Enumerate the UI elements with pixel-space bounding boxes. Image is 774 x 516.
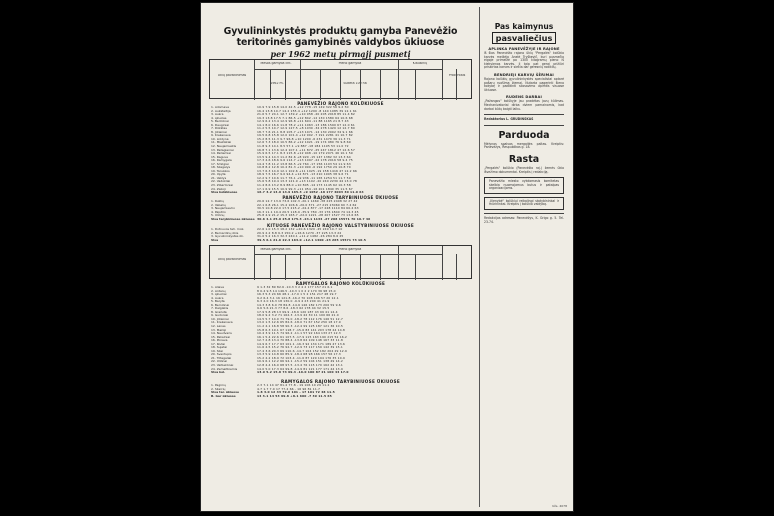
row-farm-name: 4. Ąžuolas: [211, 116, 227, 120]
sidebar-editor: Redaktorius L. GRUDINSKAS: [484, 117, 534, 122]
row-farm-name: 8. Gražutė: [211, 310, 227, 314]
row-values: 16.8 7.1 13.6 12.4 107.1 +11 872 -25 247 1812 47 12.6 57: [257, 148, 355, 152]
sidebar-paragraph-c: „Pažangos" kolūkyje jau pradėtas javų kūlimas. Mechanizatoriai dirba dviem pamainomis, kad darbai būtų baigti laiku.: [484, 99, 564, 111]
row-values: 19.5 6.8 15.8 12.0 101.4 +12 902 -7 191 2281 41 10.7 82: [257, 134, 353, 138]
row-farm-name: 6. Berniūnai: [211, 303, 230, 307]
sidebar-paragraph-d: Mėlynos spalvos mergaitės paltas. Kreiptis: Panevėžys, Respublikos g. 18.: [484, 141, 564, 150]
row-values: 16.7 3.2 14.9 14.9 165.3 +9 1052 -18 177 4003 30 11.0 64: [257, 191, 364, 195]
table-block-4: [211, 286, 470, 375]
row-values: 15.9 6.5 17.1 8.3 115.8 +12 948 -10 179 2071 46 10.1 59: [257, 152, 353, 156]
row-values: 15.6 5.8 19.4 13.3 121.9 +13 1102 -20 240 2230 44 13.0 78: [257, 180, 357, 184]
masthead-box: pasvaliečius: [492, 32, 557, 44]
row-farm-name: 24. Žemaitkiemis: [211, 367, 238, 371]
row-farm-name: 4. Paįstrio: [211, 210, 226, 214]
row-values: 9 1.3 32 89 82.6 -10.3 3 2 4 2 177 157 21 6.1: [257, 286, 333, 289]
row-values: 25.8 4.9 21.2 15.3 165.7 -22.0 1221 -28 207 1527 73 13.6 65: [257, 214, 359, 218]
section-ramygalos-kolukiai: RAMYGALOS RAJONO KOLŪKIUOSE: [295, 281, 386, 286]
row-farm-name: 14. Naudvaris: [211, 332, 232, 336]
row-farm-name: 2. Antanų: [211, 289, 226, 293]
row-values: 2.3 7.1 14 47 81.4 77.8 - 19 106 10 29 11.4: [257, 384, 330, 387]
row-farm-name: 5. Berčiūnai: [211, 120, 229, 124]
row-farm-name: 18. Šilagalys: [211, 166, 231, 170]
sidebar-paragraph-g: „Vienybė" kolūkiui reikalingi statybininkai ir mūrininkai. Kreiptis į kolūkio valdybą.: [489, 198, 559, 207]
row-values: 39.5 6.1 21.6 22.4 163.0 +12.1 1400 -23 265 15571 73 10.5: [257, 238, 367, 242]
row-values: 9.2 6.4 3.1 16 121.8 -16.2 70 108 106 57 20 12.1: [257, 296, 339, 300]
table-header-top: [209, 59, 472, 99]
header-mesos-2: Mėsos gamyba cnt.: [260, 248, 292, 251]
row-values: 20.9 2.2 8.8 9.3 150.2 +16.6 1270 -37 225 13.3 22: [257, 231, 342, 235]
row-farm-name: 11. Krekenava: [211, 321, 233, 325]
sidebar-section-a: APLINKA PANEVĖŽYJE IR RAJONE: [488, 47, 560, 51]
row-farm-name: 12. Lėnas: [211, 325, 226, 329]
row-values: 19.3 13.8 17.5 7.1 86.5 +12 842 -12 130 1580 64 10.6 68: [257, 116, 353, 120]
row-farm-name: 15. Pakalniai: [211, 335, 231, 339]
row-farm-name: Visa tarybiniuose ūkiuose: [211, 217, 255, 221]
row-farm-name: 10. Liūdynė: [211, 137, 229, 141]
row-values: 13.0 1.5 12.6 65 82.6 -18.0 71 67 152 250 18 17.9: [257, 321, 341, 325]
row-farm-name: 17. Smilgiai: [211, 162, 229, 166]
row-values: 12.9 6.2 13.4 12.9 96.8 +11 694 -11 88 1165 21 8.7 43: [257, 120, 349, 124]
row-farm-name: 9. Gudoniai: [211, 314, 229, 318]
row-farm-name: Visa kol.: [211, 371, 226, 375]
row-farm-name: 1. Adomava: [211, 106, 229, 109]
masthead-top: Pas kaimynus: [494, 22, 554, 31]
header-100ha: Sudėta 100 ha: [343, 82, 367, 85]
header-1962: 1962 m.: [270, 82, 284, 85]
row-values: 17.1 6.9 15.5 10.9 99.3 +11 954 -16 201 1840 35 11.5 67: [257, 187, 353, 191]
row-values: 11.4 8.6 13.2 8.9 88.0 +10 805 -14 173 1145 62 10.3 58: [257, 184, 351, 188]
row-values: 12.6 7.3 18.0 10.5 86.2 +12 1021 -19 174 980 76 9.8 69: [257, 141, 351, 145]
row-farm-name: 17. Rodai: [211, 342, 226, 346]
row-farm-name: 21. Tiltagaliai: [211, 356, 232, 360]
header-pieno: Pieno gamyba: [338, 62, 362, 65]
row-farm-name: 2. Vabalių: [211, 203, 226, 207]
row-values: 13.7 6.3 14.9 12.1 102.6 +11 1025 -19 158 1416 47 12.2 66: [257, 169, 357, 173]
headline: [209, 27, 472, 48]
row-farm-name: 24. Žalioji: [211, 187, 226, 191]
table-header-bottom: [209, 245, 472, 279]
table-total-row: [211, 218, 470, 222]
header-ukis-2: Ūkių pavadinimas: [217, 258, 247, 261]
header-mesos: Mėsos gamyba cnt.: [260, 62, 292, 65]
row-values: 10.9 7.9 15.8 14.0 42.5 +12 778 -15 149 322 56 9.2 50: [257, 106, 349, 109]
row-values: 18.9 7.5 16.7 9.0 94.4 +12 871 -13 210 1905 38 9.6 71: [257, 173, 349, 177]
row-values: 12.7 2.8 13.4 70 88.4 -13.8 64 109 148 167 33 11.8: [257, 339, 343, 343]
row-farm-name: 19. Taruškos: [211, 169, 230, 173]
row-farm-name: Visa: [211, 238, 219, 242]
table-block-3: [211, 228, 470, 242]
row-values: 15.2 8.5 11.3 9.7 96.8 +10 1200 -6 231 1470 36 11.3 71: [257, 137, 351, 141]
row-values: 14.4 7.8 11.2 13.8 66.5 +9 764 -17 156 1103 54 11.9 63: [257, 162, 351, 166]
section-panevezio-kolukiai: PANEVĖŽIO RAJONO KOLŪKIUOSE: [297, 101, 384, 106]
row-values: 1.8 3.0 12 43 79.6 101 - 17 101 72 48 11.5: [257, 391, 335, 395]
section-panevezio-tarybiniai: PANEVĖŽIO RAJONO TARYBINIUOSE ŪKIUOSE: [282, 195, 399, 200]
row-farm-name: 3. Ąžuoliai: [211, 293, 227, 297]
row-values: 12.8 4.4 16.0 68 97.5 -13.4 76 115 170 162 42 13.1: [257, 364, 343, 368]
row-farm-name: 19. Šilai: [211, 349, 223, 353]
row-values: 11.6 4.5 15.2 76 92.7 -12.9 73 117 159 142 39 15.1: [257, 346, 343, 350]
table-block-2: [211, 200, 470, 221]
row-values: 14.9 6.7 17.7 63 101.1 -16.3 92 134 171 189 47 13.6: [257, 342, 345, 346]
table-block-5: [211, 384, 470, 398]
row-farm-name: 2. Aukštaitija: [211, 109, 231, 113]
section-ramygalos-tarybiniai: RAMYGALOS RAJONO TARYBINIUOSE ŪKIUOSE: [280, 379, 401, 384]
row-farm-name: 13. Mažoji: [211, 328, 227, 332]
row-farm-name: 3. Naujamiesčio: [211, 207, 235, 211]
table-total-row: [211, 371, 470, 375]
row-values: 10.8 8.2 12.8 10.4 81.3 +10 990 -6 192 1750 29 10.8 70: [257, 166, 351, 170]
row-values: 16.3 5.3 24 66 48.1 -17.0 1 5 2 151 217 48 19.7: [257, 293, 337, 297]
row-values: 16.3 11.1 19.4 20.5 118.9 -35.9 780 -33 176 1840 74 14.3 45: [257, 210, 359, 214]
sidebar-notice-1: [484, 177, 564, 194]
row-values: 4.7 1.7 7.0 17 77.4 66 - 16 96 81 11.7: [257, 387, 321, 391]
row-farm-name: 2. Šilaičių: [211, 387, 226, 391]
row-values: 16.1 5.4 22.6 61 107.5 -17.9 115 163 190 215 52 16.2: [257, 335, 347, 339]
sidebar-section-c: RUDENS DARBAI: [506, 95, 542, 100]
sidebar-section-b: BENDRIEJI KARVIŲ ŠĖRIMAI: [494, 72, 554, 77]
sidebar-parduoda: Parduoda: [498, 129, 550, 141]
row-values: 21.6 5.7 24.1 12.7 139.2 +10 958 -20 205 2018 85 11.4 82: [257, 113, 355, 117]
row-values: 13.5 9.4 14.3 11.2 82.6 +8 920 -15 147 1382 32 13.3 64: [257, 155, 351, 159]
row-farm-name: 16. Piniava: [211, 339, 228, 343]
sidebar-masthead: [484, 23, 564, 44]
row-farm-name: 10. Jotainiai: [211, 317, 229, 321]
row-values: 12.2 9.7 10.6 11.7 76.1 +9 936 -11 165 1254 51 11.7 59: [257, 176, 351, 180]
row-values: 11.8 9.3 14.1 8.5 57.1 +9 887 -18 184 1195 53 11.0 72: [257, 145, 349, 149]
row-values: 18.7 7.6 21.1 8.8 105.7 +13 1071 -14 130 2002 34 9.1 66: [257, 130, 353, 134]
subheadline: per 1962 metų pirmąjį pusmetį: [270, 49, 411, 59]
row-farm-name: 1. Pagirnų: [211, 384, 227, 387]
row-farm-name: 23. Žibartoniai: [211, 184, 234, 188]
row-farm-name: 11. Miežiškiai: [211, 141, 232, 145]
headline-line-2: teritorinės gamybinės valdybos ūkiuose: [236, 36, 445, 48]
row-values: 14.3 3.8 6.0 78 84.8 -14.6 146 182 173 200 59 9.6: [257, 303, 341, 307]
row-values: 14.5 5.7 14.0 71 79.0 -18.2 78 112 176 146 51 12.7: [257, 317, 343, 321]
row-farm-name: 12. Naujamiestis: [211, 145, 237, 149]
row-values: 15.8 6.3 19.1 67 118.7 -15.6 83 141 203 178 44 14.8: [257, 328, 345, 332]
row-values: 17.4 3.6 20.3 69 110.6 -14.7 104 152 182 204 29 12.9: [257, 349, 347, 353]
print-order-number: Užs. 4078: [552, 504, 567, 508]
header-procentai: Procentais: [448, 74, 466, 77]
row-values: 9.6 5.6 21.3 77 8.6 -18.3 62 178 44 32 15.5: [257, 307, 330, 311]
row-values: 16.4 13.8 10.7 14.2 155.4 +12 1200 -8 140 1085 39 12.1 61: [257, 109, 357, 113]
sidebar-rasta: Rasta: [508, 153, 540, 165]
row-farm-name: 6. Dauginiai: [211, 123, 230, 127]
row-farm-name: 16. Ramygala: [211, 159, 232, 163]
sidebar-paragraph-a: Iš šios Panevėžio rajono ūkių "Pergalės" kolūkio karvės melžėja Anelė Tryškevič, kuri pusmečio eigoje primelžė po 1300 kilogramų pieno iš kiekvienos karvės. Ji taip pat gerai prižiūri priskirtas karves ir siekia dar geresnių rodiklių.: [484, 51, 564, 70]
row-farm-name: 1. Aliava: [211, 286, 224, 289]
row-values: 15.2 4.2 18.9 72 103.4 -11.6 87 129 194 176 35 10.9: [257, 356, 345, 360]
row-values: 8 0.4 9.5 14 146.5 -10.3 1 0 2 2 170 36 98 15.0: [257, 289, 336, 293]
row-values: 17.3 4.6 18.6 9.6 114.7 +13 1097 -22 178 2016 58 9.4 75: [257, 159, 353, 163]
row-values: 13.9 5.2 15.8 74 99.4 -16.0 100 87 21 100 44 17.0: [257, 371, 349, 375]
row-farm-name: 22. Vadokliai: [211, 180, 231, 184]
row-farm-name: 3. Aušra: [211, 113, 224, 117]
sidebar-paragraph-e: „Pergalės" kolūkio (Panevėžio raj.) žemės ūkio išvežimo dokumentai. Kreiptis į redakciją.: [484, 165, 564, 174]
newspaper-page: [201, 3, 573, 511]
sidebar-column: [479, 7, 568, 507]
row-farm-name: Visa kolūkiuose: [211, 191, 238, 195]
table-total-row: [211, 239, 470, 243]
row-farm-name: 13. Pažagieniai: [211, 148, 234, 152]
sidebar-paragraph-f: Panevėžio miesto vykdomasis komitetas skelbia nuomojamus butus ir patalpas organizacijoms.: [489, 179, 559, 191]
row-values: 30.6 4.1 25.9 25.8 175.3 -24.1 1134 -27 208 15571 70 10.7 46: [257, 217, 371, 221]
row-values: 31.0 5.2 16.3 32.3 240.1 +11.2 1482 -26 284 8.6 45: [257, 235, 344, 239]
row-farm-name: 5. Uliūnų: [211, 214, 225, 218]
table-total-row: [211, 395, 470, 399]
row-values: 14 3.1 14 53 99.8 +8.1 600 -7 39 11.5 65: [257, 394, 332, 398]
row-farm-name: B. Gar ūkiuose: [211, 394, 236, 398]
row-values: 11.2 5.5 10.7 12.9 127.5 +8 1030 -34 278 1420 12 12.7 80: [257, 127, 355, 131]
row-values: 10.9 6.1 12.2 66 94.1 -15.2 59 104 151 138 49 14.2: [257, 360, 343, 364]
row-values: 6.3 2.0 16.3 18 130.0 -9.9 4 23 200 41 21.9: [257, 300, 330, 304]
row-values: 14.1 8.0 16.6 11.8 78.2 +11 1063 -13 186 1590 67 12.0 61: [257, 123, 355, 127]
sidebar-notice-2: [484, 197, 564, 210]
row-farm-name: 20. Upytė: [211, 173, 226, 177]
row-values: 22.1 6.8 26.1 15.4 106.6 -20.0 371 -27 215 23060 60 7.4 62: [257, 203, 357, 207]
row-values: 14.0 5.0 17.3 64 99.8 -14.9 81 121 177 171 44 13.9: [257, 367, 343, 371]
row-farm-name: Visa tar. ūkiuose: [211, 391, 240, 395]
row-values: 17.9 5.8 28 13 99.9 -18.6 120 187 43 99 41 14.4: [257, 310, 338, 314]
row-values: 10.4 3.9 11.5 74 96.2 -11.1 57 92 164 133 27 12.3: [257, 332, 341, 336]
main-article: [209, 7, 472, 507]
sidebar-address: Redakcijos adresas: Panevėžys, K. Grigo g. 5. Tel. 23-74.: [484, 216, 564, 224]
row-farm-name: 4. Aušra: [211, 296, 224, 300]
row-values: 20.6 12.7 13.9 73.6 102.3 -20.1 1469 -38 225 2408 32 27 42: [257, 200, 358, 203]
row-farm-name: 7. Dūkštas: [211, 127, 227, 131]
row-values: 30.5 10.8 22.0 17.5 215.2 -24.4 877 -17 248 1110 84 60.4 63: [257, 207, 359, 211]
row-values: 22.6 1.0 15.3 18.2 132 +20.6 1320 -45 249 10.7 10: [257, 228, 343, 231]
row-farm-name: 23. Vaitiekūnai: [211, 364, 234, 368]
header-ukis: Ūkių pavadinimas: [217, 74, 247, 77]
row-farm-name: 15. Raguva: [211, 155, 229, 159]
header-pieno-2: Pieno gamyba: [338, 248, 362, 251]
headline-line-1: Gyvulininkystės produktų gamyba Panevėžio: [223, 26, 458, 37]
row-farm-name: 1. Ruklių: [211, 200, 224, 203]
header-kiausiniu: Kiaušinių: [412, 62, 428, 65]
row-farm-name: 20. Šventupis: [211, 353, 232, 357]
row-farm-name: 5. Barytė: [211, 300, 225, 304]
row-farm-name: 18. Sujetai: [211, 346, 228, 350]
row-farm-name: 2. Bernardinų ūkis: [211, 231, 239, 235]
section-kitose: KITUOSE PANEVĖŽIO RAJONO VALSTYBINIUOSE ŪKIUOSE: [266, 223, 415, 228]
row-farm-name: 14. Pažiemiai: [211, 152, 231, 156]
row-values: 13.3 5.9 14.8 60 85.9 -18.4 68 98 166 157 56 17.3: [257, 353, 341, 357]
row-farm-name: 3. Gyvulininkystės ūk.: [211, 235, 244, 239]
sidebar-paragraph-b: Rajono kolūkių gyvulininkystės specialistai aptarė pašarų ruošimą žiemai. Nutarta pagerinti šieno kokybę ir padidinti silosavimo apimtis visuose ūkiuose.: [484, 76, 564, 92]
row-values: 11.2 4.1 16.8 58 90.3 -12.4 99 125 187 121 36 10.5: [257, 325, 343, 329]
table-block-1: [211, 106, 470, 195]
row-farm-name: 21. Velžys: [211, 176, 227, 180]
row-farm-name: 9. Krekenava: [211, 134, 231, 138]
row-farm-name: 7. Dalgiškis: [211, 307, 229, 311]
row-farm-name: 1. Dotnuvos teh. mok.: [211, 228, 245, 231]
row-farm-name: 8. Jotainiai: [211, 130, 227, 134]
row-farm-name: 22. Uliūnai: [211, 360, 228, 364]
row-values: 18.0 9.2 3.2 71 162.3 -13.9 42 30 11 100 66 21.0: [257, 314, 339, 318]
